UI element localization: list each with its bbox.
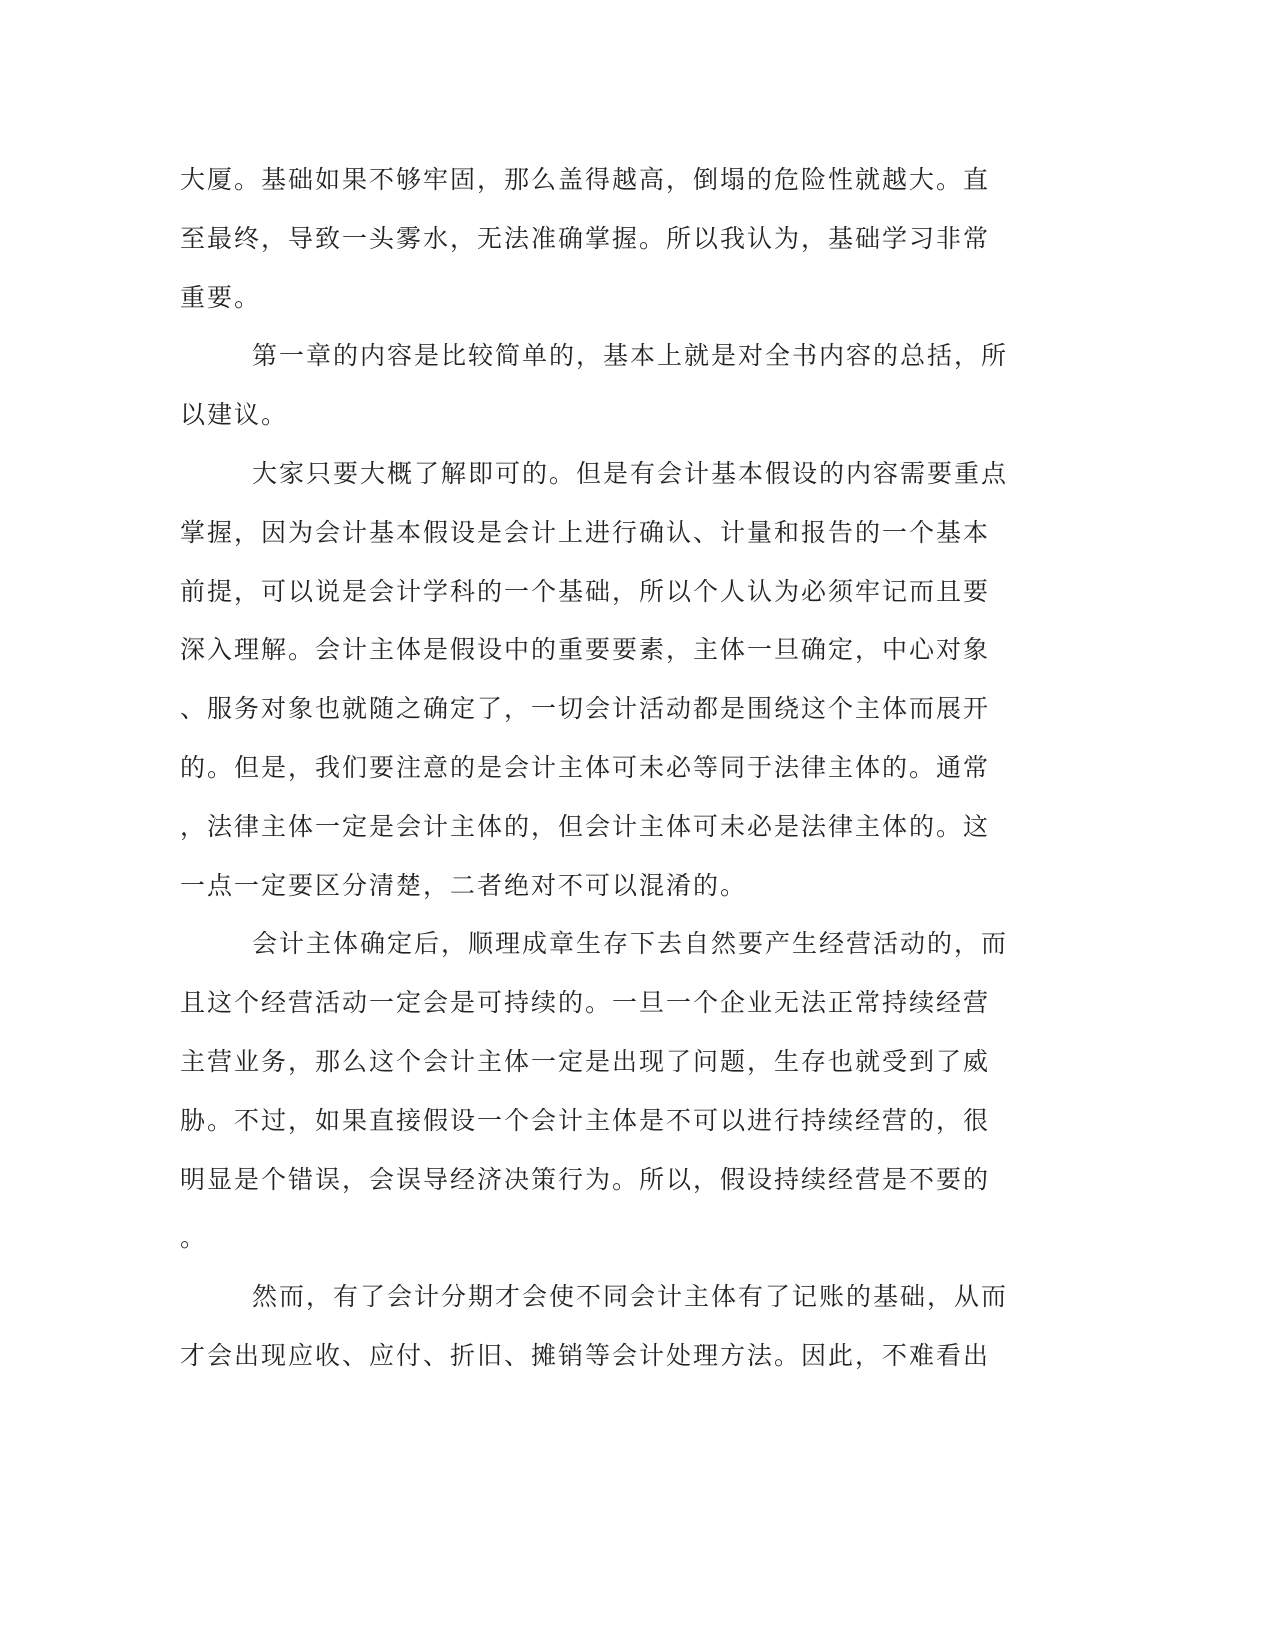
paragraph-3 — [180, 445, 1040, 915]
text-line: 大厦。基础如果不够牢固，那么盖得越高，倒塌的危险性就越大。直 — [180, 165, 991, 194]
text-line: 且这个经营活动一定会是可持续的。一旦一个企业无法正常持续经营 — [180, 988, 991, 1018]
text-line: 大家只要大概了解即可的。但是有会计基本假设的内容需要重点 — [252, 458, 1009, 488]
paragraph-1 — [180, 151, 1040, 327]
text-line: 重要。 — [180, 282, 262, 312]
text-line: 的。但是，我们要注意的是会计主体可未必等同于法律主体的。通常 — [180, 752, 991, 782]
paragraph-5 — [180, 1268, 1040, 1386]
text-line: 明显是个错误，会误导经济决策行为。所以，假设持续经营是不要的 — [180, 1164, 991, 1194]
text-line: 。 — [180, 1223, 208, 1253]
text-line: 然而，有了会计分期才会使不同会计主体有了记账的基础，从而 — [252, 1282, 1009, 1312]
text-line: 以建议。 — [180, 400, 289, 430]
body-text — [180, 151, 1040, 1386]
text-line: 、服务对象也就随之确定了，一切会计活动都是围绕这个主体而展开 — [180, 694, 991, 724]
paragraph-4 — [180, 915, 1040, 1268]
text-line: 一点一定要区分清楚，二者绝对不可以混淆的。 — [180, 870, 748, 900]
text-line: ，法律主体一定是会计主体的，但会计主体可未必是法律主体的。这 — [180, 811, 991, 841]
text-line: 掌握，因为会计基本假设是会计上进行确认、计量和报告的一个基本 — [180, 517, 991, 547]
text-line: 第一章的内容是比较简单的，基本上就是对全书内容的总括，所 — [252, 341, 1009, 371]
text-line: 至最终，导致一头雾水，无法准确掌握。所以我认为，基础学习非常 — [180, 223, 991, 253]
text-line: 前提，可以说是会计学科的一个基础，所以个人认为必须牢记而且要 — [180, 576, 991, 606]
text-line: 胁。不过，如果直接假设一个会计主体是不可以进行持续经营的，很 — [180, 1105, 991, 1135]
text-line: 才会出现应收、应付、折旧、摊销等会计处理方法。因此，不难看出 — [180, 1340, 991, 1370]
paragraph-2 — [180, 327, 1040, 445]
text-line: 深入理解。会计主体是假设中的重要要素，主体一旦确定，中心对象 — [180, 635, 991, 665]
text-line: 主营业务，那么这个会计主体一定是出现了问题，生存也就受到了威 — [180, 1046, 991, 1076]
text-line: 会计主体确定后，顺理成章生存下去自然要产生经营活动的，而 — [252, 929, 1009, 959]
